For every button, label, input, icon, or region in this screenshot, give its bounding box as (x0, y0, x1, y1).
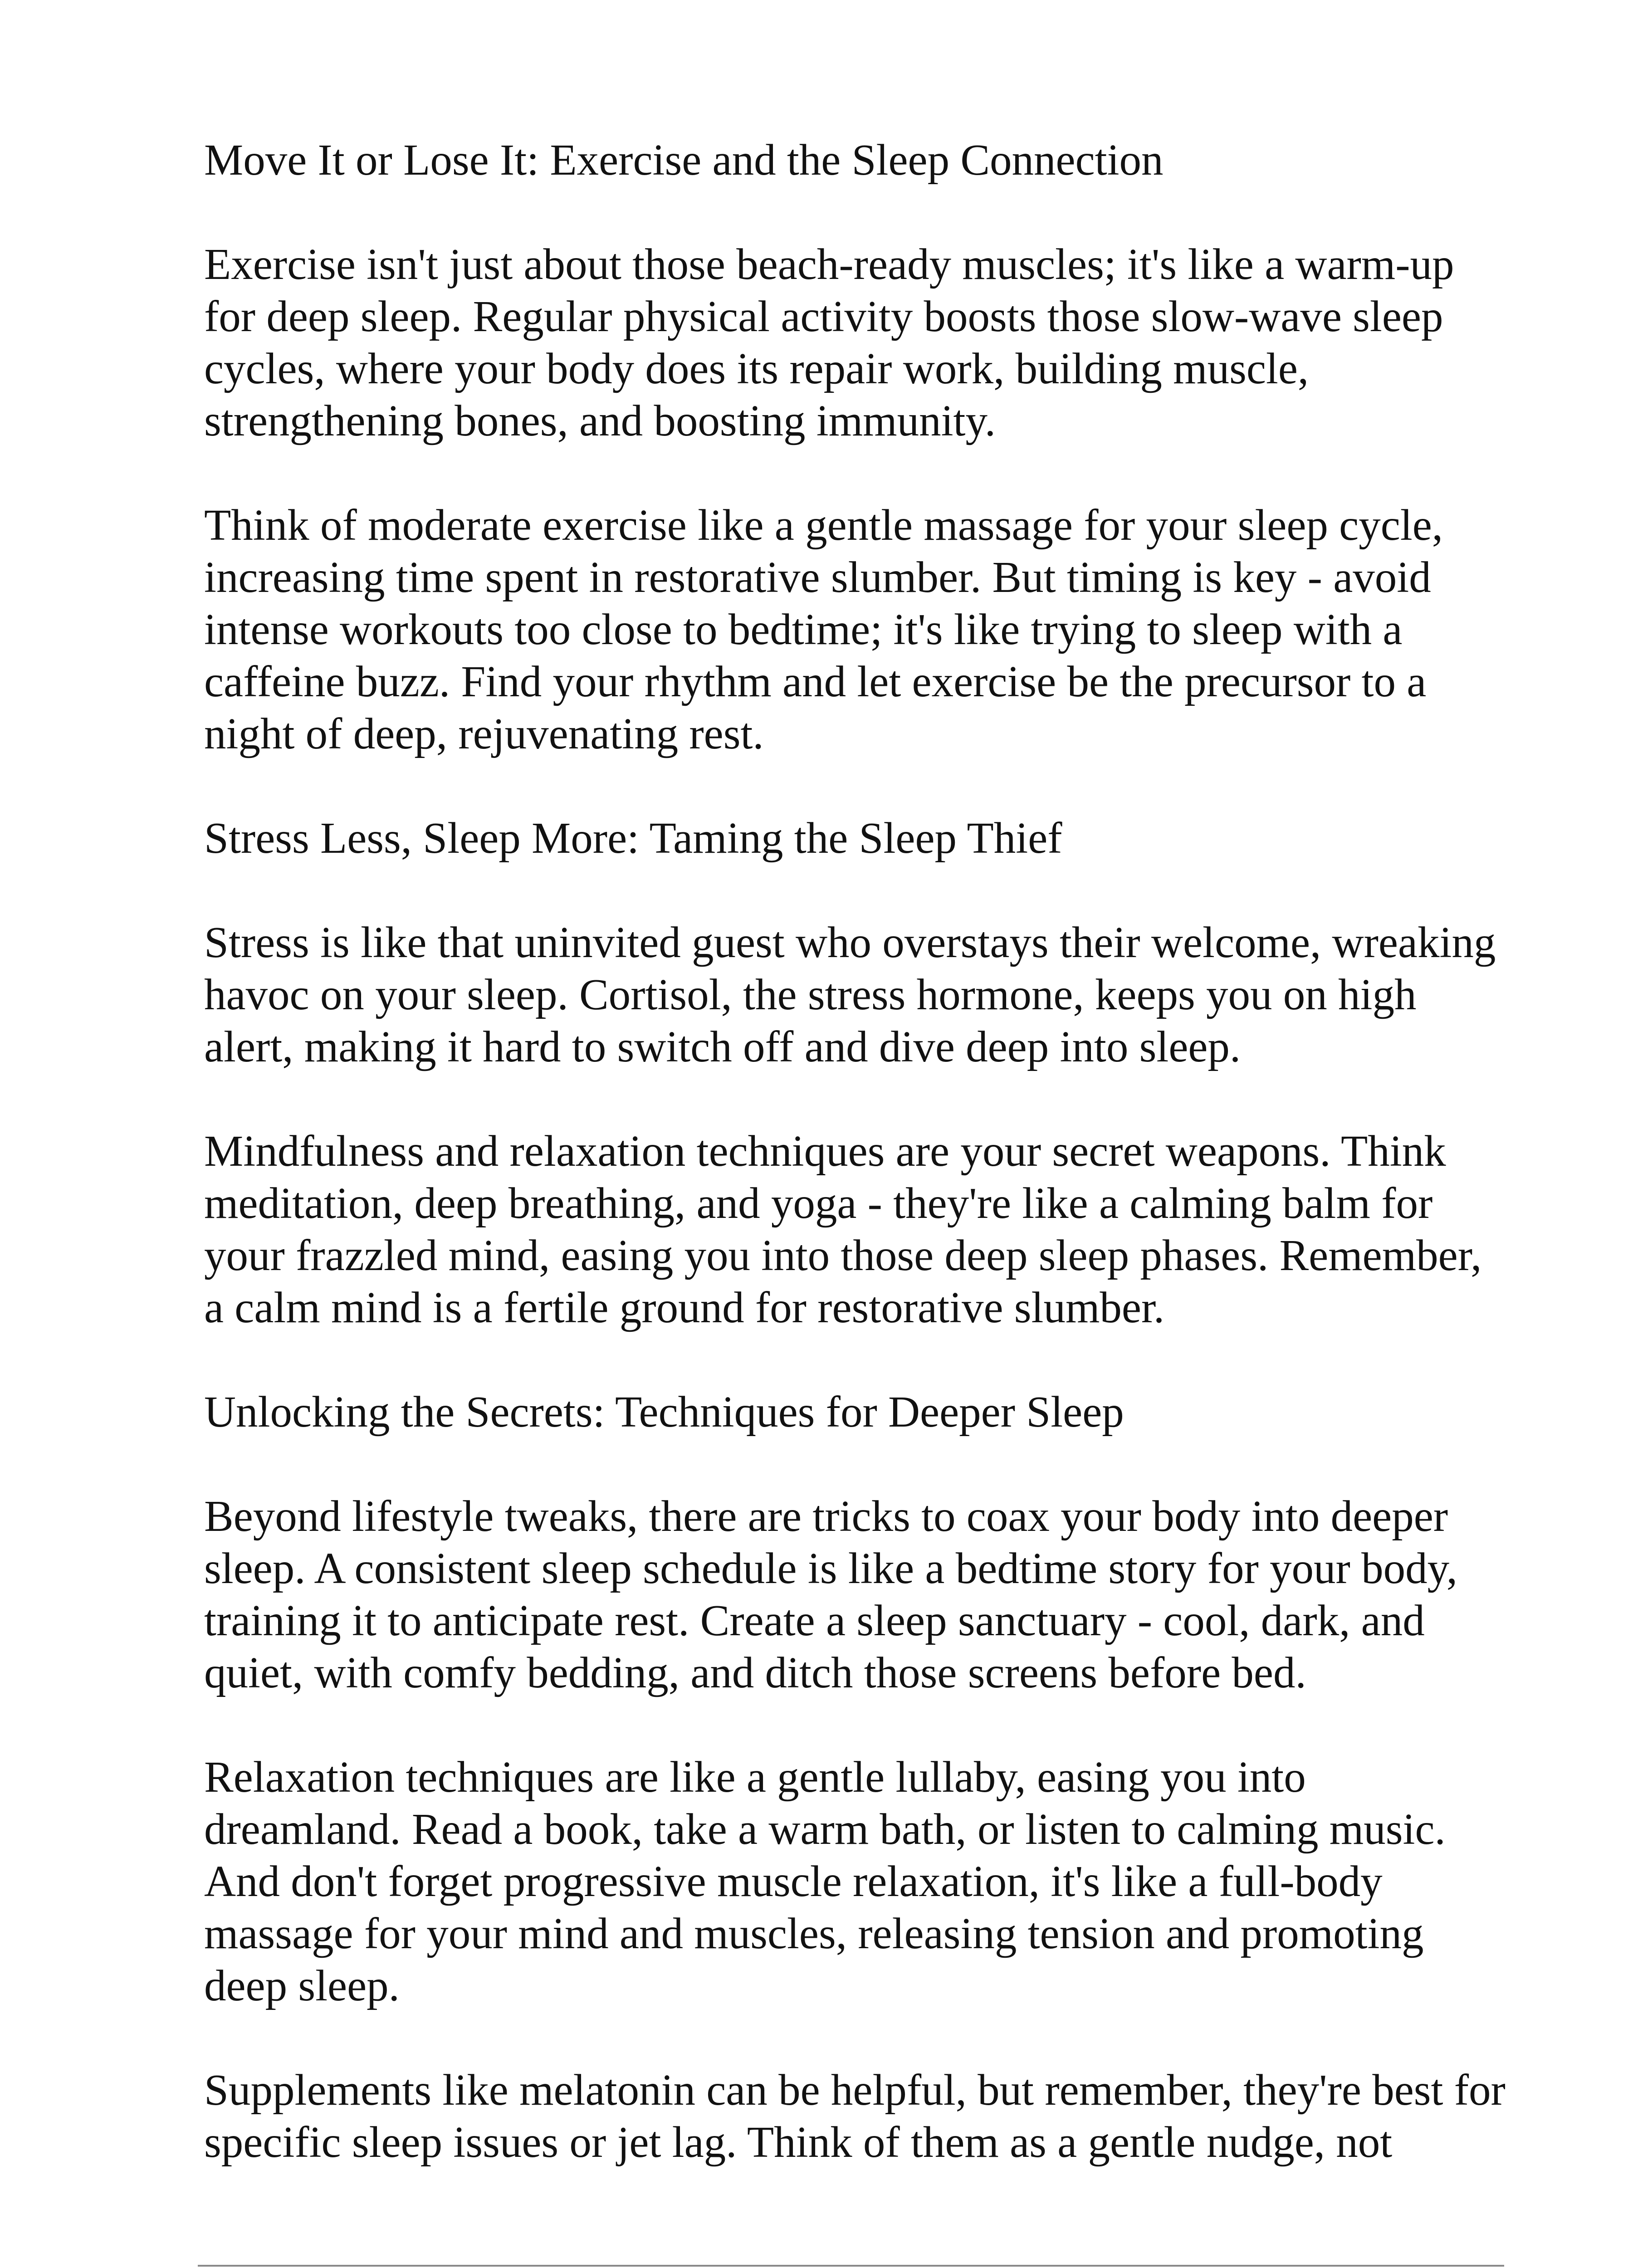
paragraph-relaxation: Relaxation techniques are like a gentle lullaby, easing you into dreamland. Read a book, take a warm bath, or listen to calming music. And don't forget progressive muscle relaxation, it's like a full-body massage for your mind and muscles, releasing tension and promoting deep sleep. (204, 1753, 1446, 2010)
section-heading-techniques: Unlocking the Secrets: Techniques for Deeper Sleep (204, 1388, 1124, 1436)
section-heading-stress: Stress Less, Sleep More: Taming the Sleep Thief (204, 814, 1062, 862)
paragraph-stress-cortisol: Stress is like that uninvited guest who overstays their welcome, wreaking havoc on your sleep. Cortisol, the stress hormone, keeps you on high alert, making it hard to switch off and dive deep into sleep. (204, 918, 1496, 1071)
paragraph-mindfulness: Mindfulness and relaxation techniques are your secret weapons. Think meditation, deep breathing, and yoga - they're like a calming balm for your frazzled mind, easing you into those deep sleep phases. Remember, a calm mind is a fertile ground for restorative slumber. (204, 1127, 1482, 1332)
paragraph-exercise-timing: Think of moderate exercise like a gentle massage for your sleep cycle, increasing time spent in restorative slumber. But timing is key - avoid intense workouts too close to bedtime; it's like trying to sleep with a caffeine buzz. Find your rhythm and let exercise be the precursor to a night of deep, rejuvenating rest. (204, 501, 1443, 758)
page-body (204, 134, 1511, 2168)
paragraph-supplements: Supplements like melatonin can be helpful, but remember, they're best for specific sleep issues or jet lag. Think of them as a gentle nudge, not (204, 2066, 1506, 2166)
paragraph-exercise-benefits: Exercise isn't just about those beach-ready muscles; it's like a warm-up for deep sleep. Regular physical activity boosts those slow-wave sleep cycles, where your body does its repair work, building muscle, strengthening bones, and boosting immunity. (204, 240, 1454, 445)
paragraph-sleep-schedule: Beyond lifestyle tweaks, there are tricks to coax your body into deeper sleep. A consistent sleep schedule is like a bedtime story for your body, training it to anticipate rest. Create a sleep sanctuary - cool, dark, and quiet, with comfy bedding, and ditch those screens before bed. (204, 1492, 1458, 1697)
section-heading-exercise: Move It or Lose It: Exercise and the Sleep Connection (204, 136, 1164, 184)
footer-divider (198, 2265, 1504, 2267)
